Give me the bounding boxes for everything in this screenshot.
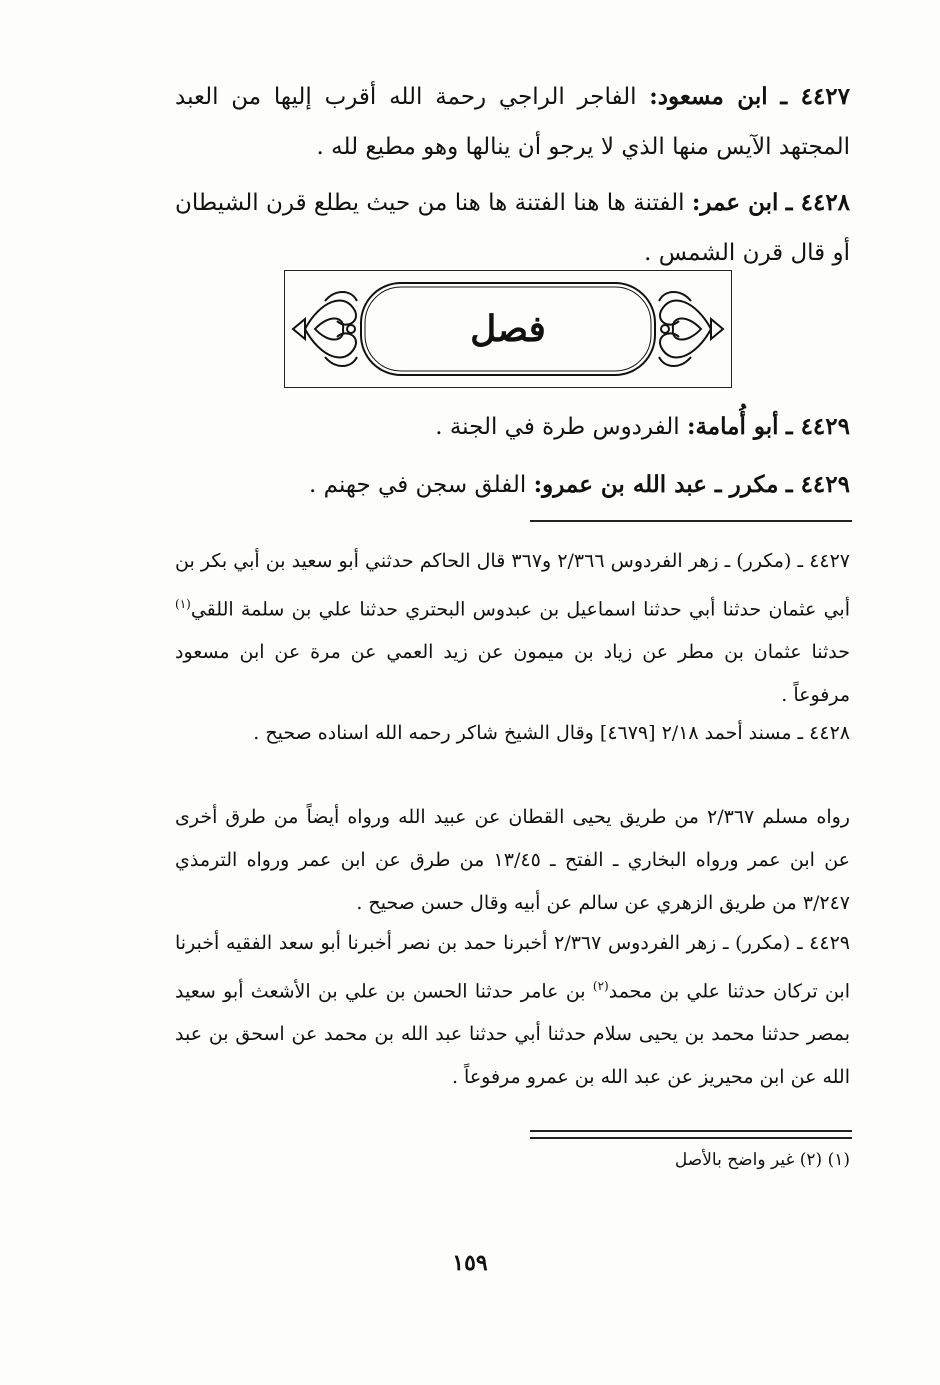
entry-number: ٤٤٢٩ ـ bbox=[785, 413, 850, 440]
note-4428-continued bbox=[175, 796, 850, 925]
footnote-divider-top bbox=[530, 1130, 852, 1132]
entry-text: الفتنة ها هنا الفتنة ها هنا من حيث يطلع قرن الشيطان أو قال قرن الشمس . bbox=[175, 190, 850, 266]
note-4428 bbox=[175, 712, 850, 755]
entry-4429-repeat bbox=[230, 460, 850, 510]
note-text: بن عامر حدثنا الحسن بن علي بن الأشعث أبو سعيد بمصر حدثنا محمد بن يحيى سلام حدثنا أبي حدثنا عبد الله بن محمد عن اسحق بن عبد الله عن ابن محيريز عن عبد الله بن عمرو مرفوعاً . bbox=[175, 980, 850, 1089]
note-text: رواه مسلم ٢/٣٦٧ من طريق يحيى القطان عن عبيد الله ورواه أيضاً من طرق أخرى عن ابن عمر ورواه البخاري ـ الفتح ـ ١٣/٤٥ من طرق عن ابن عمر ورواه الترمذي ٣/٢٤٧ من طريق الزهري عن سالم عن أبيه وقال حسن صحيح . bbox=[175, 806, 850, 914]
entry-4428 bbox=[175, 178, 850, 278]
entry-narrator: أبو أُمامة: bbox=[686, 413, 779, 440]
note-ref: (١) bbox=[175, 597, 191, 611]
note-text: ٤٤٢٩ ـ (مكرر) ـ زهر الفردوس ٢/٣٦٧ أخبرنا حمد بن نصر أخبرنا أبو سعد الفقيه أخبرنا ابن تركان حدثنا علي بن محمد bbox=[175, 932, 850, 1003]
footnote-divider-bottom bbox=[530, 1137, 852, 1139]
footnote: (١) (٢) غير واضح بالأصل bbox=[674, 1150, 850, 1170]
entry-number: ٤٤٢٧ ـ bbox=[780, 83, 851, 110]
entry-narrator: مكرر ـ عبد الله بن عمرو: bbox=[533, 471, 779, 498]
note-4427 bbox=[175, 540, 850, 717]
note-text: ٤٤٢٧ ـ (مكرر) ـ زهر الفردوس ٢/٣٦٦ و٣٦٧ قال الحاكم حدثني أبو سعيد بن أبي بكر بن أبي عثمان حدثنا أبي حدثنا اسماعيل بن عبدوس البحتري حدثنا علي بن سلمة اللقي bbox=[175, 550, 851, 621]
note-4429 bbox=[175, 922, 850, 1099]
section-title: فصل bbox=[470, 308, 546, 350]
entry-4427 bbox=[175, 72, 850, 172]
entry-4429 bbox=[175, 402, 850, 452]
page-number: ١٥٩ bbox=[452, 1250, 488, 1276]
note-ref: (٢) bbox=[592, 979, 609, 993]
notes-divider bbox=[530, 520, 852, 522]
entry-text: الفلق سجن في جهنم . bbox=[309, 472, 527, 498]
entry-narrator: ابن عمر: bbox=[691, 189, 779, 216]
entry-narrator: ابن مسعود: bbox=[649, 83, 768, 110]
entry-text: الفاجر الراجي رحمة الله أقرب إليها من العبد المجتهد الآيس منها الذي لا يرجو أن ينالها وهو مطيع لله . bbox=[175, 84, 850, 160]
entry-number: ٤٤٢٩ ـ bbox=[785, 471, 850, 498]
note-text: ٤٤٢٨ ـ مسند أحمد ٢/١٨ [٤٦٧٩] وقال الشيخ شاكر رحمه الله اسناده صحيح . bbox=[253, 722, 850, 744]
entry-text: الفردوس طرة في الجنة . bbox=[435, 414, 680, 440]
section-heading-frame bbox=[284, 270, 732, 388]
note-text: حدثنا عثمان بن مطر عن زياد بن ميمون عن زيد العمي عن مرة عن ابن مسعود مرفوعاً . bbox=[175, 641, 850, 707]
entry-number: ٤٤٢٨ ـ bbox=[785, 189, 851, 216]
